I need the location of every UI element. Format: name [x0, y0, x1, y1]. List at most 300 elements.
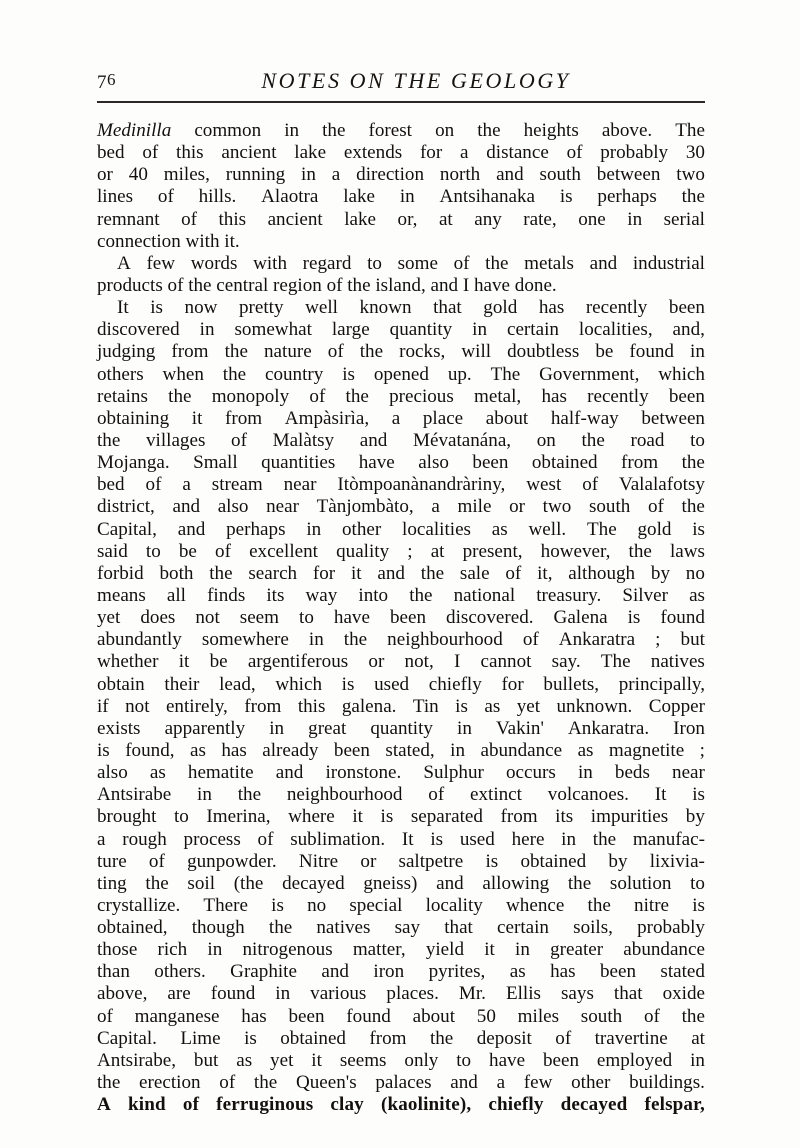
word: ancient: [267, 208, 323, 230]
word: metal,: [474, 385, 522, 407]
word: and: [321, 961, 349, 983]
word: palaces: [375, 1072, 432, 1094]
word: the: [237, 784, 262, 806]
word: it,: [537, 562, 553, 584]
word: as: [149, 762, 166, 784]
word: to: [690, 429, 705, 451]
word: is: [627, 607, 641, 629]
word: though: [191, 917, 245, 939]
word: of: [555, 1027, 572, 1049]
text-line: [97, 341, 705, 363]
word: obtaining: [97, 407, 170, 429]
word: It: [401, 828, 414, 850]
word: the: [681, 496, 705, 518]
word: doubtless: [507, 341, 580, 363]
word: or,: [397, 208, 418, 230]
word: its: [555, 806, 574, 828]
word: in: [269, 717, 285, 739]
word: metals: [524, 252, 574, 274]
word: has: [541, 385, 567, 407]
text-line: [97, 386, 705, 408]
word: is: [150, 297, 163, 319]
word: felspar,: [644, 1094, 705, 1116]
text-line: [97, 408, 705, 430]
word: Mévatanána,: [413, 429, 512, 451]
page-number: 76: [97, 70, 116, 93]
word: by: [608, 850, 628, 872]
text-line: [97, 253, 705, 275]
word: Graphite: [230, 961, 297, 983]
word: abundance: [623, 939, 705, 961]
word: remnant: [97, 208, 160, 230]
word: their: [164, 673, 200, 695]
word: been: [542, 1049, 580, 1071]
word: rough: [122, 828, 167, 850]
word: yet: [270, 1049, 294, 1071]
word: precious: [389, 385, 454, 407]
word: few: [523, 1072, 553, 1094]
text-line: [97, 1006, 705, 1028]
word: has: [538, 297, 565, 319]
word: Medinilla: [97, 120, 172, 141]
word: principally,: [618, 673, 705, 695]
word: of: [157, 186, 174, 208]
word: excellent: [249, 540, 318, 562]
word: greater: [550, 939, 604, 961]
word: does: [140, 607, 176, 629]
word: obtained: [520, 850, 587, 872]
word: perhaps: [226, 518, 286, 540]
word: recently: [587, 385, 649, 407]
text-line: [97, 541, 705, 563]
word: of: [327, 341, 344, 363]
word: the: [681, 452, 705, 474]
word: Antsihanaka: [439, 186, 535, 208]
word: The: [586, 518, 617, 540]
word: seem: [239, 607, 280, 629]
word: yet: [97, 607, 121, 629]
word: here: [511, 828, 545, 850]
word: sale: [459, 562, 490, 584]
text-line: [97, 1050, 705, 1072]
word: in: [450, 739, 466, 761]
word: of: [257, 828, 274, 850]
word: is: [342, 363, 355, 385]
word: not: [125, 695, 150, 717]
word: Iron: [673, 717, 705, 739]
word: of: [647, 496, 664, 518]
word: those: [97, 939, 138, 961]
text-line: [97, 231, 705, 253]
word: ferruginous: [216, 1094, 314, 1116]
word: recently: [585, 297, 648, 319]
word: decayed: [560, 1094, 628, 1116]
word: also: [217, 496, 249, 518]
word: Ankaratra: [558, 629, 636, 651]
word: quantities: [261, 452, 336, 474]
word: ancient: [221, 142, 277, 164]
word: a: [182, 474, 191, 496]
word: only: [404, 1049, 439, 1071]
word: Galena: [553, 607, 608, 629]
word: nitrogenous: [242, 939, 333, 961]
word: said: [97, 540, 128, 562]
word: than: [97, 961, 130, 983]
word: the: [253, 1072, 278, 1094]
word: where: [288, 806, 335, 828]
word: near: [266, 496, 299, 518]
word: Alaotra: [261, 186, 319, 208]
word: used: [374, 673, 410, 695]
word: is: [485, 850, 499, 872]
text-line: [97, 142, 705, 164]
word: Government,: [539, 363, 640, 385]
word: of: [566, 142, 583, 164]
word: near: [283, 474, 317, 496]
word: pyrites,: [428, 961, 486, 983]
word: also: [97, 762, 128, 784]
word: iron: [373, 961, 405, 983]
word: Imerina,: [206, 806, 271, 828]
word: perhaps: [597, 186, 657, 208]
running-head: [97, 68, 705, 98]
word: words: [190, 252, 238, 274]
text-line: [97, 674, 705, 696]
word: the: [322, 120, 346, 141]
word: obtained: [531, 452, 598, 474]
word: is: [430, 828, 444, 850]
text-line: [97, 696, 705, 718]
word: has: [221, 739, 247, 761]
word: in: [301, 164, 316, 186]
word: soils,: [573, 917, 613, 939]
word: hills.: [198, 186, 237, 208]
word: says: [561, 983, 594, 1005]
word: 50: [476, 1005, 496, 1027]
word: exists: [97, 717, 141, 739]
word: yield: [425, 939, 464, 961]
word: direction: [356, 164, 425, 186]
word: north: [439, 164, 481, 186]
word: into: [358, 584, 389, 606]
text-line: [97, 120, 705, 142]
word: south: [588, 496, 631, 518]
word: forbid: [97, 562, 144, 584]
word: various: [310, 983, 367, 1005]
word: Queen's: [295, 1072, 357, 1094]
word: Mr.: [458, 983, 486, 1005]
word: and: [177, 518, 206, 540]
word: Copper: [648, 695, 705, 717]
word: of: [215, 540, 231, 562]
text-line: [97, 961, 705, 983]
word: the: [97, 429, 121, 451]
word: and: [172, 496, 201, 518]
word: from: [369, 1027, 407, 1049]
word: to: [456, 1049, 472, 1071]
word: in: [284, 120, 300, 141]
word: Ankaratra.: [568, 717, 650, 739]
word: ;: [699, 739, 705, 761]
text-line: [97, 563, 705, 585]
word: bed: [97, 142, 125, 164]
word: occurs: [505, 762, 556, 784]
word: lake: [344, 208, 377, 230]
word: chiefly: [488, 1094, 544, 1116]
word: in: [472, 319, 488, 341]
word: is: [97, 739, 110, 761]
text-line: [97, 186, 705, 208]
text-line: [97, 983, 705, 1005]
word: seems: [339, 1049, 387, 1071]
word: Itòmpoanànandràriny,: [337, 474, 506, 496]
word: crystallize.: [97, 894, 181, 916]
word: Capital,: [97, 518, 157, 540]
word: lixivia-: [649, 850, 705, 872]
word: been: [288, 1005, 325, 1027]
word: been: [668, 297, 705, 319]
word: apparently: [164, 717, 246, 739]
word: the: [343, 629, 368, 651]
word: as: [577, 739, 594, 761]
word: of: [231, 429, 247, 451]
text-line: [97, 585, 705, 607]
word: from: [171, 341, 209, 363]
word: great: [308, 717, 347, 739]
word: villages: [145, 429, 206, 451]
word: yet: [516, 695, 541, 717]
word: the: [409, 584, 433, 606]
word: is: [244, 1027, 257, 1049]
text-line: [97, 1072, 705, 1094]
word: means: [97, 584, 146, 606]
word: at: [438, 208, 453, 230]
word: (kaolinite),: [380, 1094, 472, 1116]
word: treasury.: [536, 584, 602, 606]
word: in: [515, 939, 530, 961]
word: but: [680, 629, 705, 651]
word: abundance: [480, 739, 563, 761]
word: been: [389, 607, 427, 629]
word: cannot: [480, 651, 532, 673]
word: found: [346, 1005, 391, 1027]
text-line: [97, 319, 705, 341]
word: the: [681, 186, 705, 208]
word: or: [368, 651, 385, 673]
word: a: [431, 496, 440, 518]
word: the: [97, 1072, 121, 1094]
word: for: [419, 142, 443, 164]
word: south: [539, 164, 581, 186]
word: at: [691, 1027, 705, 1049]
word: probably: [637, 917, 705, 939]
word: the: [168, 385, 192, 407]
word: which: [275, 673, 322, 695]
word: say.: [551, 651, 581, 673]
word: both: [159, 562, 194, 584]
word: quantity: [389, 319, 453, 341]
word: large: [331, 319, 370, 341]
word: in: [561, 828, 577, 850]
word: be: [178, 540, 197, 562]
word: found: [210, 983, 256, 1005]
word: the: [429, 1027, 454, 1049]
word: separated: [410, 806, 483, 828]
word: Malàtsy: [272, 429, 335, 451]
word: of: [182, 1094, 200, 1116]
text-line: [97, 297, 705, 319]
word: two: [542, 496, 572, 518]
text-line: [97, 895, 705, 917]
word: and,: [672, 319, 705, 341]
word: above,: [97, 983, 148, 1005]
word: the: [224, 341, 248, 363]
word: Small: [193, 452, 238, 474]
word: by: [685, 806, 705, 828]
word: although: [568, 562, 636, 584]
word: say: [394, 917, 421, 939]
word: travertine: [594, 1027, 668, 1049]
word: as: [491, 518, 508, 540]
word: the: [222, 363, 247, 385]
word: extends: [343, 142, 403, 164]
word: saltpetre: [398, 850, 464, 872]
word: (the: [233, 872, 264, 894]
word: manganese: [134, 1005, 220, 1027]
word: or: [509, 496, 525, 518]
word: lake: [294, 142, 327, 164]
word: nitre: [634, 894, 670, 916]
word: it: [311, 1049, 322, 1071]
word: the: [209, 562, 233, 584]
word: soil: [187, 872, 216, 894]
word: special: [349, 894, 403, 916]
word: A: [97, 1094, 111, 1116]
word: is: [692, 784, 705, 806]
word: gold: [483, 297, 518, 319]
word: of: [142, 142, 159, 164]
word: not,: [404, 651, 434, 673]
word: allowing: [482, 872, 550, 894]
text-line: [97, 164, 705, 186]
word: from: [500, 806, 538, 828]
word: in: [690, 341, 705, 363]
word: natives: [650, 651, 705, 673]
word: is: [692, 518, 705, 540]
word: as: [689, 584, 705, 606]
word: the: [587, 894, 611, 916]
word: forest: [368, 120, 412, 141]
word: certain: [497, 917, 549, 939]
word: hematite: [187, 762, 254, 784]
word: as: [509, 961, 526, 983]
word: the: [485, 252, 509, 274]
word: to: [173, 806, 189, 828]
word: place: [422, 407, 464, 429]
word: Antsirabe: [97, 784, 172, 806]
word: obtain: [97, 673, 145, 695]
word: which: [658, 363, 705, 385]
word: quality: [336, 540, 390, 562]
word: with: [253, 252, 288, 274]
word: of: [505, 562, 522, 584]
text-line: [97, 629, 705, 651]
word: a: [391, 407, 401, 429]
word: this: [176, 142, 204, 164]
word: west: [526, 474, 562, 496]
word: or: [360, 850, 377, 872]
word: lines: [97, 186, 134, 208]
word: to: [690, 872, 705, 894]
word: somewhat: [234, 319, 312, 341]
word: oxide: [662, 983, 705, 1005]
word: district,: [97, 496, 155, 518]
text-line: [97, 784, 705, 806]
word: Ellis: [505, 983, 541, 1005]
word: ;: [655, 629, 661, 651]
word: in: [399, 186, 415, 208]
word: in: [306, 518, 322, 540]
word: stream: [211, 474, 263, 496]
word: ironstone.: [325, 762, 402, 784]
word: of: [643, 1005, 660, 1027]
text-line: [97, 430, 705, 452]
word: chiefly: [428, 673, 482, 695]
word: this: [297, 695, 326, 717]
word: Mojanga.: [97, 452, 170, 474]
word: by: [650, 562, 670, 584]
word: search: [248, 562, 298, 584]
word: the: [359, 341, 384, 363]
word: is: [271, 894, 284, 916]
word: it: [352, 806, 363, 828]
text-line: [97, 1028, 705, 1050]
word: any: [474, 208, 502, 230]
word: will: [461, 341, 492, 363]
word: and: [450, 1072, 478, 1094]
word: a: [459, 142, 469, 164]
word: common: [194, 120, 262, 141]
word: it: [191, 407, 203, 429]
word: about: [485, 407, 529, 429]
word: that: [444, 917, 473, 939]
word: a: [331, 164, 341, 186]
word: half-way: [550, 407, 619, 429]
word: gunpowder.: [187, 850, 277, 872]
text-line: [97, 851, 705, 873]
word: industrial: [632, 252, 705, 274]
word: and: [496, 164, 524, 186]
word: that: [613, 983, 643, 1005]
word: be: [595, 341, 614, 363]
word: or: [97, 164, 113, 186]
word: magnetite: [608, 739, 685, 761]
word: other: [342, 518, 382, 540]
text-line: [97, 275, 705, 297]
word: running: [225, 164, 286, 186]
text-line: [97, 651, 705, 673]
word: kind: [128, 1094, 166, 1116]
word: pretty: [239, 297, 284, 319]
word: whether: [97, 651, 159, 673]
word: laws: [669, 540, 705, 562]
word: when: [162, 363, 204, 385]
text-line: [97, 829, 705, 851]
word: natives: [316, 917, 371, 939]
word: no: [307, 894, 327, 916]
word: between: [596, 164, 661, 186]
word: manufac-: [632, 828, 705, 850]
